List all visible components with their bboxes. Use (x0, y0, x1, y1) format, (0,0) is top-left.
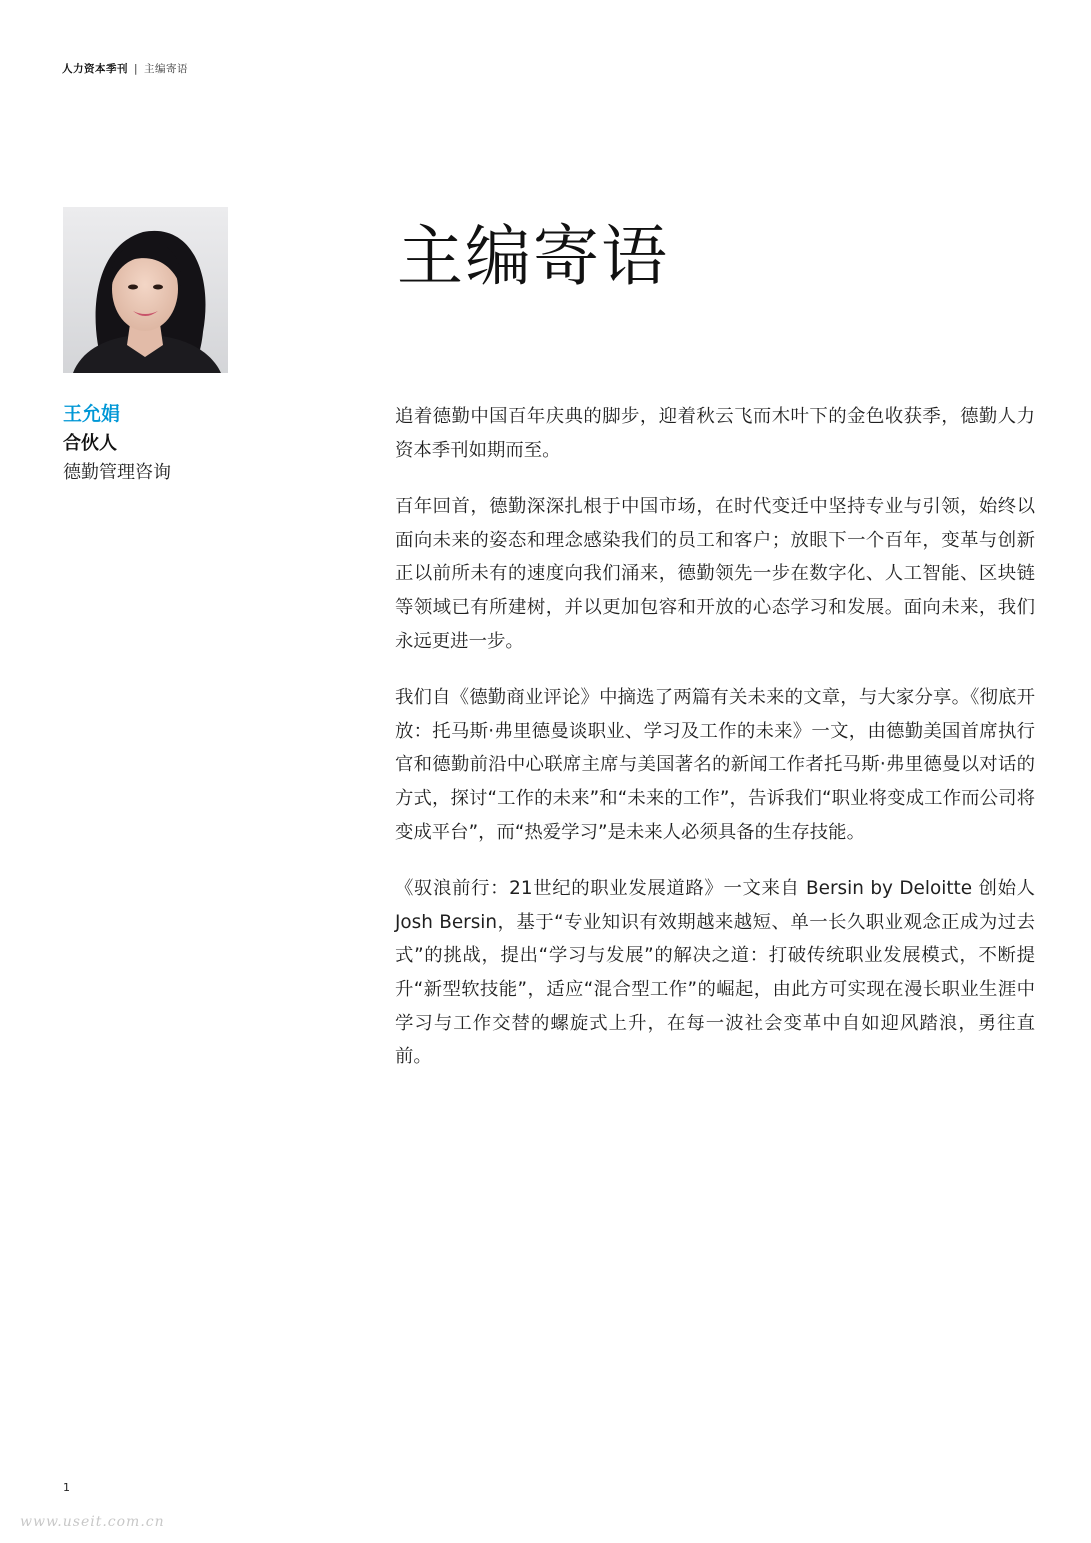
watermark: www.useit.com.cn (20, 1514, 165, 1530)
paragraph: 我们自《德勤商业评论》中摘选了两篇有关未来的文章，与大家分享。《彻底开放：托马斯·弗里德曼谈职业、学习及工作的未来》一文，由德勤美国首席执行官和德勤前沿中心联席主席与美国著名的新闻工作者托马斯·弗里德曼以对话的方式，探讨“工作的未来”和“未来的工作”，告诉我们“职业将变成工作而公司将变成平台”，而“热爱学习”是未来人必须具备的生存技能。 (395, 687, 1035, 843)
running-header (62, 61, 188, 76)
author-organization: 德勤管理咨询 (63, 462, 171, 483)
page-number: 1 (63, 1481, 70, 1494)
page-title: 主编寄语 (397, 218, 669, 295)
paragraph: 追着德勤中国百年庆典的脚步，迎着秋云飞而木叶下的金色收获季，德勤人力资本季刊如期而至。 (395, 406, 1035, 461)
editorial-body (395, 400, 1035, 1097)
section-name: 主编寄语 (144, 63, 189, 75)
author-role: 合伙人 (63, 433, 117, 454)
author-block (63, 400, 171, 487)
author-name: 王允娟 (63, 403, 121, 425)
author-portrait (63, 207, 228, 373)
paragraph: 百年回首，德勤深深扎根于中国市场，在时代变迁中坚持专业与引领，始终以面向未来的姿态和理念感染我们的员工和客户；放眼下一个百年，变革与创新正以前所未有的速度向我们涌来，德勤领先一步在数字化、人工智能、区块链等领域已有所建树，并以更加包容和开放的心态学习和发展。面向未来，我们永远更进一步。 (395, 496, 1035, 652)
header-separator: | (134, 63, 139, 75)
publication-name: 人力资本季刊 (62, 63, 128, 75)
paragraph: 《驭浪前行：21世纪的职业发展道路》一文来自 Bersin by Deloitte 创始人 Josh Bersin，基于“专业知识有效期越来越短、单一长久职业观念正成为过去式”的挑战，提出“学习与发展”的解决之道：打破传统职业发展模式，不断提升“新型软技能”，适应“混合型工作”的崛起，由此方可实现在漫长职业生涯中学习与工作交替的螺旋式上升，在每一波社会变革中自如迎风踏浪，勇往直前。 (395, 878, 1035, 1068)
portrait-photo-icon (63, 207, 228, 373)
